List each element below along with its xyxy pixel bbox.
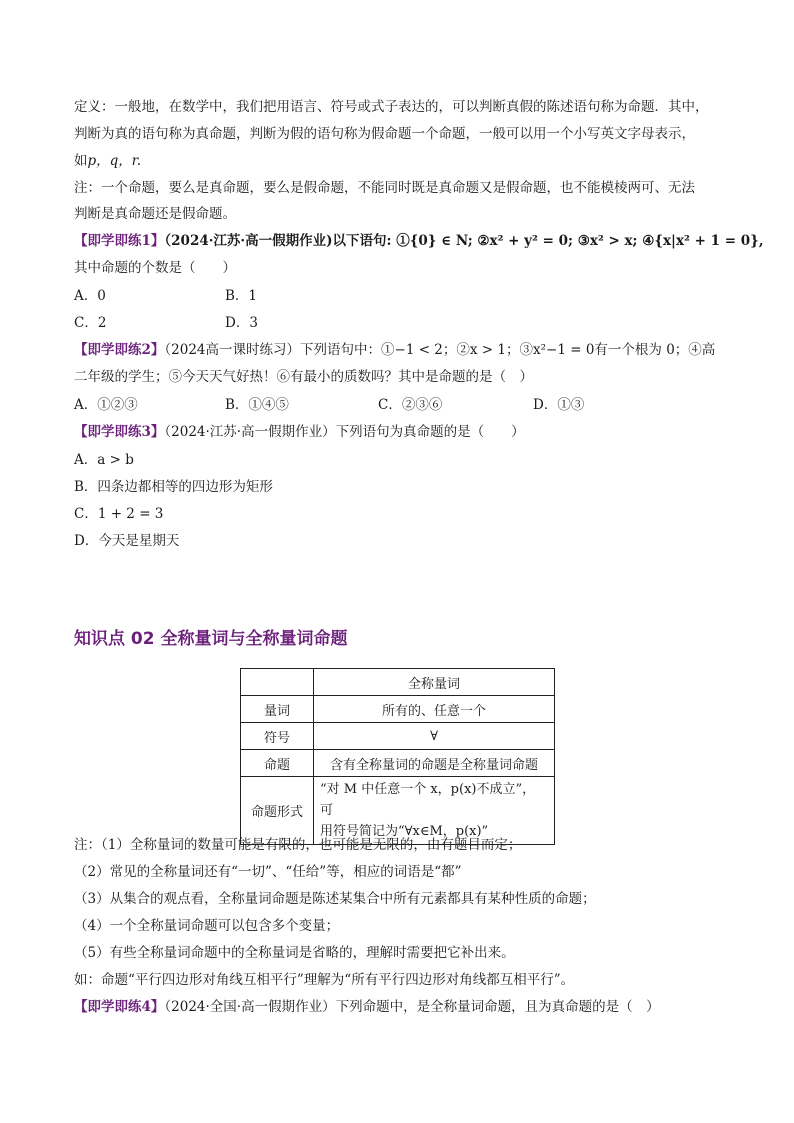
exercise-1-tag: 【即学即练1】 [74,233,165,249]
exercise-2-stem [74,340,715,360]
exercise-1-text: （2024·江苏·高一假期作业)以下语句: ①{0} ∈ N; ②x² + y² = 0; ③x² > x; ④{x|x² + 1 = 0}, [164,233,764,249]
definition-line-1: 定义：一般地，在数学中，我们把用语言、符号或式子表达的，可以判断真假的陈述语句称为命题．其中， [74,99,709,115]
exercise-2-option-a[interactable]: A．①②③ [74,397,138,413]
definition-variables: p，q，r. [87,153,142,169]
table-row [241,696,555,723]
definition-line-3 [74,151,141,171]
table-label: 符号 [241,723,314,750]
exercise-3-option-d[interactable]: D．今天是星期天 [74,533,180,549]
table-corner-cell [241,669,314,696]
definition-note-1: 注：一个命题，要么是真命题，要么是假命题，不能同时既是真命题又是假命题，也不能模棱两可、无法 [74,180,695,196]
exercise-3-stem [74,422,525,442]
exercise-1-option-c[interactable]: C．2 [74,315,107,331]
exercise-1-stem [74,231,764,251]
exercise-1-option-a[interactable]: A．0 [74,288,106,304]
exercise-1-option-b[interactable]: B．1 [225,288,258,304]
exercise-1-option-d[interactable]: D．3 [225,315,258,331]
table-value: 含有全称量词的命题是全称量词命题 [314,750,555,777]
definition-note-2: 判断是真命题还是假命题。 [74,206,236,222]
definition-line-3-prefix: 如 [74,153,88,169]
table-row [241,750,555,777]
note-example: 如：命题“平行四边形对角线互相平行”理解为“所有平行四边形对角线都互相平行”。 [74,972,575,988]
exercise-2-text: （2024高一课时练习）下列语句中：①−1 < 2；②x > 1；③x²−1 = 0有一个根为 0；④高 [164,342,716,358]
note-3: （3）从集合的观点看，全称量词命题是陈述某集合中所有元素都具有某种性质的命题； [74,891,596,907]
exercise-1-stem-2: 其中命题的个数是（ ） [74,260,236,276]
table-label: 命题 [241,750,314,777]
exercise-3-option-c[interactable]: C．1 + 2 = 3 [74,506,164,522]
exercise-2-stem-2: 二年级的学生；⑤今天天气好热！⑥有最小的质数吗？其中是命题的是（ ） [74,369,533,385]
exercise-4-tag: 【即学即练4】 [74,999,165,1015]
definition-line-2: 判断为真的语句称为真命题，判断为假的语句称为假命题一个命题，一般可以用一个小写英文字母表示， [74,126,695,142]
note-4: （4）一个全称量词命题可以包含多个变量； [74,918,340,934]
exercise-2-option-c[interactable]: C．②③⑥ [378,397,443,413]
exercise-3-text: （2024·江苏·高一假期作业）下列语句为真命题的是（ ） [164,424,525,440]
table-row [241,723,555,750]
section-heading: 知识点 02 全称量词与全称量词命题 [74,629,348,649]
table-row [241,669,555,696]
table-header: 全称量词 [314,669,555,696]
exercise-2-tag: 【即学即练2】 [74,342,165,358]
quantifier-table [240,668,555,845]
exercise-2-option-d[interactable]: D．①③ [533,397,585,413]
exercise-3-option-b[interactable]: B．四条边都相等的四边形为矩形 [74,479,273,495]
note-5: （5）有些全称量词命题中的全称量词是省略的，理解时需要把它补出来。 [74,945,515,961]
exercise-2-option-b[interactable]: B．①④⑤ [225,397,289,413]
table-value: 所有的、任意一个 [314,696,555,723]
exercise-3-tag: 【即学即练3】 [74,424,165,440]
exercise-3-option-a[interactable]: A．a > b [74,452,134,468]
exercise-4-text: （2024·全国·高一假期作业）下列命题中，是全称量词命题，且为真命题的是（ ） [164,999,660,1015]
table-label: 命题形式 [241,777,314,845]
table-label: 量词 [241,696,314,723]
table-value-line-1: “对 M 中任意一个 x，p(x)不成立”，可 [320,782,536,818]
note-1: 注：（1）全称量词的数量可能是有限的，也可能是无限的，由有题目而定； [74,837,522,853]
table-value: ∀ [314,723,555,750]
note-2: （2）常见的全称量词还有“一切”、“任给”等，相应的词语是“都” [74,864,462,880]
table-value-line-2: 用符号简记为“∀x∈M，p(x)” [320,824,489,839]
exercise-4-stem [74,997,660,1017]
